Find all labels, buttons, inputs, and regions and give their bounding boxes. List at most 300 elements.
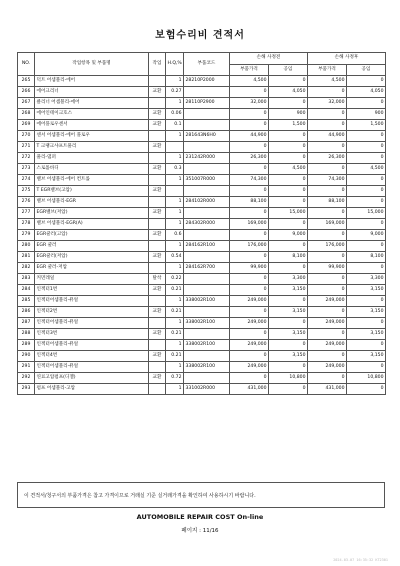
cell-item-name: 인젝터어셈블리-퓨얼 — [35, 296, 149, 307]
cell-hq: 1 — [166, 384, 184, 395]
table-row — [18, 373, 386, 384]
cell-no: 265 — [18, 76, 35, 87]
cell-no: 274 — [18, 175, 35, 186]
cell-work: 교환 — [149, 252, 166, 263]
cell-after-part-price: 74,300 — [308, 175, 347, 186]
header-work: 작업 — [149, 53, 166, 76]
cell-work: 교환 — [149, 164, 166, 175]
cell-no: 285 — [18, 296, 35, 307]
footer-title: AUTOMOBILE REPAIR COST On-line — [136, 513, 264, 521]
cell-part-code — [184, 351, 230, 362]
cell-work: 교환 — [149, 230, 166, 241]
table-row — [18, 142, 386, 153]
cell-before-part-price: 169,000 — [230, 219, 269, 230]
cell-after-part-price: 0 — [308, 142, 347, 153]
cell-after-part-price: 26,300 — [308, 153, 347, 164]
cell-hq: 0.06 — [166, 109, 184, 120]
header-code: 부품코드 — [184, 53, 230, 76]
cell-hq: 1 — [166, 219, 184, 230]
cell-before-part-price: 249,000 — [230, 296, 269, 307]
cell-no: 273 — [18, 164, 35, 175]
cell-item-name: 풀리-댐퍼 — [35, 153, 149, 164]
cell-item-name: 밸브 어셈블리-EGR — [35, 197, 149, 208]
cell-item-name: 밸브 어셈블리-에어 컨트롤 — [35, 175, 149, 186]
cell-after-part-price: 0 — [308, 109, 347, 120]
cell-no: 270 — [18, 131, 35, 142]
cell-after-part-price: 0 — [308, 274, 347, 285]
cell-no: 281 — [18, 252, 35, 263]
table-row — [18, 76, 386, 87]
cell-after-part-price: 249,000 — [308, 362, 347, 373]
cell-part-code — [184, 285, 230, 296]
cell-before-labor: 0 — [269, 340, 308, 351]
cell-before-part-price: 0 — [230, 109, 269, 120]
cell-work — [149, 131, 166, 142]
cell-after-part-price: 32,000 — [308, 98, 347, 109]
print-stamp: 2024-03-07 16:35:32 KT2301 — [333, 558, 388, 562]
cell-after-part-price: 0 — [308, 164, 347, 175]
cell-before-labor: 0 — [269, 142, 308, 153]
cell-hq: 0.54 — [166, 252, 184, 263]
cell-no: 282 — [18, 263, 35, 274]
cell-before-part-price: 0 — [230, 351, 269, 362]
cell-no: 283 — [18, 274, 35, 285]
table-row — [18, 208, 386, 219]
cell-hq: 1 — [166, 318, 184, 329]
cell-after-labor: 0 — [347, 340, 386, 351]
cell-hq: 1 — [166, 241, 184, 252]
table-row — [18, 120, 386, 131]
table-row — [18, 340, 386, 351]
cell-after-part-price: 0 — [308, 373, 347, 384]
cell-before-part-price: 74,300 — [230, 175, 269, 186]
cell-hq: 0.21 — [166, 329, 184, 340]
cell-item-name: 밸브 어셈블리-EGR(A) — [35, 219, 149, 230]
cell-part-code: 284162R700 — [184, 263, 230, 274]
cell-work — [149, 76, 166, 87]
cell-hq: 0.3 — [166, 164, 184, 175]
table-row — [18, 109, 386, 120]
cell-after-labor: 0 — [347, 142, 386, 153]
cell-work: 교환 — [149, 87, 166, 98]
cell-work: 교환 — [149, 351, 166, 362]
cell-before-part-price: 249,000 — [230, 340, 269, 351]
cell-after-labor: 0 — [347, 197, 386, 208]
estimate-rows — [18, 76, 386, 395]
cell-after-part-price: 431,000 — [308, 384, 347, 395]
cell-before-labor: 0 — [269, 362, 308, 373]
cell-before-labor: 0 — [269, 186, 308, 197]
cell-before-part-price: 0 — [230, 252, 269, 263]
cell-before-labor: 3,150 — [269, 351, 308, 362]
cell-work: 교환 — [149, 373, 166, 384]
cell-before-part-price: 44,900 — [230, 131, 269, 142]
cell-no: 277 — [18, 208, 35, 219]
cell-before-labor: 8,100 — [269, 252, 308, 263]
cell-item-name: 인젝터4번 — [35, 351, 149, 362]
cell-work: 교환 — [149, 120, 166, 131]
cell-item-name: EGR쿨러(저압) — [35, 252, 149, 263]
cell-after-labor: 15,000 — [347, 208, 386, 219]
table-row — [18, 384, 386, 395]
cell-part-code — [184, 109, 230, 120]
cell-hq: 1 — [166, 153, 184, 164]
cell-item-name: 에어인테이크호스 — [35, 109, 149, 120]
cell-part-code — [184, 252, 230, 263]
cell-no: 287 — [18, 318, 35, 329]
cell-before-labor: 0 — [269, 219, 308, 230]
cell-after-labor: 0 — [347, 175, 386, 186]
cell-work — [149, 153, 166, 164]
cell-before-labor: 3,150 — [269, 329, 308, 340]
cell-work: 탈착 — [149, 274, 166, 285]
cell-hq — [166, 142, 184, 153]
cell-before-part-price: 26,300 — [230, 153, 269, 164]
cell-after-labor: 10,800 — [347, 373, 386, 384]
cell-work — [149, 98, 166, 109]
cell-no: 269 — [18, 120, 35, 131]
header-after-part-price: 부품가격 — [308, 64, 347, 76]
cell-hq: 1 — [166, 340, 184, 351]
table-row — [18, 186, 386, 197]
cell-before-labor: 0 — [269, 296, 308, 307]
cell-before-labor: 0 — [269, 153, 308, 164]
cell-hq: 1 — [166, 362, 184, 373]
cell-after-labor: 9,000 — [347, 230, 386, 241]
cell-before-part-price: 88,100 — [230, 197, 269, 208]
cell-after-labor: 4,050 — [347, 87, 386, 98]
cell-item-name: 인젝터어셈블리-퓨얼 — [35, 362, 149, 373]
cell-part-code — [184, 142, 230, 153]
cell-hq: 0.6 — [166, 230, 184, 241]
cell-work: 교환 — [149, 186, 166, 197]
cell-work: 교환 — [149, 109, 166, 120]
header-before: 손해 사정전 — [230, 53, 308, 65]
cell-work — [149, 340, 166, 351]
cell-part-code: 331002R000 — [184, 384, 230, 395]
cell-part-code — [184, 274, 230, 285]
cell-work — [149, 384, 166, 395]
cell-before-labor: 15,000 — [269, 208, 308, 219]
cell-no: 289 — [18, 340, 35, 351]
cell-item-name: EGR 쿨러 — [35, 241, 149, 252]
cell-hq: 1 — [166, 263, 184, 274]
cell-before-labor: 0 — [269, 241, 308, 252]
table-row — [18, 351, 386, 362]
cell-part-code — [184, 186, 230, 197]
cell-before-part-price: 249,000 — [230, 362, 269, 373]
cell-after-part-price: 0 — [308, 120, 347, 131]
cell-work — [149, 296, 166, 307]
table-row — [18, 175, 386, 186]
cell-no: 288 — [18, 329, 35, 340]
cell-before-labor: 900 — [269, 109, 308, 120]
cell-after-part-price: 0 — [308, 307, 347, 318]
cell-part-code — [184, 373, 230, 384]
header-hq: H.Q,% — [166, 53, 184, 76]
cell-after-labor: 3,300 — [347, 274, 386, 285]
table-row — [18, 241, 386, 252]
cell-item-name: 인젝터어셈블리-퓨얼 — [35, 340, 149, 351]
cell-item-name: 에어플로우센서 — [35, 120, 149, 131]
cell-before-part-price: 0 — [230, 208, 269, 219]
cell-after-part-price: 0 — [308, 186, 347, 197]
cell-after-part-price: 88,100 — [308, 197, 347, 208]
cell-after-labor: 0 — [347, 98, 386, 109]
cell-after-labor: 3,150 — [347, 329, 386, 340]
cell-after-labor: 0 — [347, 219, 386, 230]
cell-work: 교환 — [149, 285, 166, 296]
cell-item-name: 클리너 어셈블리-에어 — [35, 98, 149, 109]
cell-after-labor: 0 — [347, 241, 386, 252]
table-row — [18, 285, 386, 296]
cell-after-labor: 1,500 — [347, 120, 386, 131]
cell-after-labor: 0 — [347, 131, 386, 142]
table-row — [18, 98, 386, 109]
cell-item-name: 인젝터2번 — [35, 307, 149, 318]
cell-part-code — [184, 329, 230, 340]
cell-item-name: 센서 어셈블리-에어 플로우 — [35, 131, 149, 142]
cell-after-part-price: 0 — [308, 87, 347, 98]
page-number: 페이지 : 11/16 — [181, 528, 219, 534]
cell-part-code: 338002R100 — [184, 340, 230, 351]
cell-hq: 1 — [166, 208, 184, 219]
cell-after-labor: 4,500 — [347, 164, 386, 175]
cell-before-labor: 3,150 — [269, 285, 308, 296]
cell-part-code — [184, 120, 230, 131]
cell-after-part-price: 0 — [308, 208, 347, 219]
cell-before-part-price: 0 — [230, 373, 269, 384]
cell-part-code — [184, 307, 230, 318]
header-before-labor: 공임 — [269, 64, 308, 76]
cell-before-labor: 0 — [269, 263, 308, 274]
cell-before-part-price: 431,000 — [230, 384, 269, 395]
cell-no: 275 — [18, 186, 35, 197]
cell-before-labor: 0 — [269, 76, 308, 87]
cell-before-part-price: 0 — [230, 285, 269, 296]
cell-part-code: 284302R000 — [184, 219, 230, 230]
cell-item-name: EGR쿨러(고압) — [35, 230, 149, 241]
cell-before-labor: 4,050 — [269, 87, 308, 98]
cell-after-labor: 3,150 — [347, 307, 386, 318]
cell-before-labor: 4,500 — [269, 164, 308, 175]
cell-no: 292 — [18, 373, 35, 384]
cell-before-part-price: 249,000 — [230, 318, 269, 329]
table-row — [18, 153, 386, 164]
cell-hq: 1 — [166, 131, 184, 142]
table-row — [18, 263, 386, 274]
table-row — [18, 164, 386, 175]
cell-work — [149, 219, 166, 230]
table-row — [18, 219, 386, 230]
cell-after-part-price: 249,000 — [308, 318, 347, 329]
cell-item-name: 인젝터1번 — [35, 285, 149, 296]
cell-part-code: 231242R000 — [184, 153, 230, 164]
cell-work: 교환 — [149, 329, 166, 340]
cell-item-name: EGR 쿨러-저압 — [35, 263, 149, 274]
cell-after-labor: 3,150 — [347, 285, 386, 296]
cell-after-part-price: 176,000 — [308, 241, 347, 252]
cell-no: 276 — [18, 197, 35, 208]
cell-part-code — [184, 164, 230, 175]
cell-item-name: 연료고압펌프(디젤) — [35, 373, 149, 384]
cell-part-code — [184, 87, 230, 98]
table-row — [18, 252, 386, 263]
cell-item-name: EGR밸브(저압) — [35, 208, 149, 219]
cell-no: 267 — [18, 98, 35, 109]
estimate-table — [17, 52, 386, 395]
cell-part-code: 281643N6H0 — [184, 131, 230, 142]
cell-work: 교환 — [149, 208, 166, 219]
cell-before-labor: 0 — [269, 175, 308, 186]
cell-item-name: 인젝터3번 — [35, 329, 149, 340]
cell-before-part-price: 99,900 — [230, 263, 269, 274]
cell-work — [149, 318, 166, 329]
cell-item-name: T EGR밸브(고압) — [35, 186, 149, 197]
cell-hq: 0.1 — [166, 120, 184, 131]
cell-no: 291 — [18, 362, 35, 373]
table-row — [18, 87, 386, 98]
cell-no: 268 — [18, 109, 35, 120]
cell-item-name: T 크랭크샤프트풀리 — [35, 142, 149, 153]
cell-hq: 0.21 — [166, 285, 184, 296]
cell-before-part-price: 0 — [230, 142, 269, 153]
cell-after-part-price: 0 — [308, 351, 347, 362]
cell-no: 271 — [18, 142, 35, 153]
table-row — [18, 318, 386, 329]
cell-item-name: 펌프 어셈블리-고압 — [35, 384, 149, 395]
cell-before-part-price: 0 — [230, 307, 269, 318]
cell-hq — [166, 186, 184, 197]
cell-hq: 1 — [166, 197, 184, 208]
cell-after-labor: 8,100 — [347, 252, 386, 263]
cell-after-labor: 0 — [347, 153, 386, 164]
cell-before-part-price: 0 — [230, 274, 269, 285]
cell-before-labor: 0 — [269, 98, 308, 109]
cell-no: 272 — [18, 153, 35, 164]
cell-no: 286 — [18, 307, 35, 318]
cell-work — [149, 197, 166, 208]
cell-before-labor: 1,500 — [269, 120, 308, 131]
cell-item-name: 인젝터어셈블리-퓨얼 — [35, 318, 149, 329]
cell-part-code: 28110P2900 — [184, 98, 230, 109]
cell-no: 290 — [18, 351, 35, 362]
cell-part-code: 284162R100 — [184, 241, 230, 252]
cell-after-part-price: 0 — [308, 230, 347, 241]
cell-after-labor: 0 — [347, 296, 386, 307]
cell-before-labor: 10,800 — [269, 373, 308, 384]
cell-after-part-price: 99,900 — [308, 263, 347, 274]
cell-hq: 0.22 — [166, 274, 184, 285]
cell-item-name: 커먼레일 — [35, 274, 149, 285]
cell-no: 279 — [18, 230, 35, 241]
cell-before-part-price: 0 — [230, 329, 269, 340]
cell-before-labor: 0 — [269, 384, 308, 395]
header-before-part-price: 부품가격 — [230, 64, 269, 76]
header-after: 손해 사정후 — [308, 53, 386, 65]
cell-hq: 1 — [166, 76, 184, 87]
cell-before-part-price: 0 — [230, 186, 269, 197]
cell-after-labor: 900 — [347, 109, 386, 120]
cell-before-part-price: 0 — [230, 120, 269, 131]
cell-part-code — [184, 230, 230, 241]
cell-work: 교환 — [149, 307, 166, 318]
cell-item-name: 에어크리너 — [35, 87, 149, 98]
table-row — [18, 230, 386, 241]
cell-after-part-price: 4,500 — [308, 76, 347, 87]
table-row — [18, 329, 386, 340]
cell-before-part-price: 0 — [230, 230, 269, 241]
cell-hq: 1 — [166, 175, 184, 186]
cell-no: 278 — [18, 219, 35, 230]
cell-hq: 0.27 — [166, 87, 184, 98]
cell-after-part-price: 169,000 — [308, 219, 347, 230]
cell-hq: 0.72 — [166, 373, 184, 384]
header-item: 작업항목 및 부품명 — [35, 53, 149, 76]
cell-no: 280 — [18, 241, 35, 252]
table-row — [18, 362, 386, 373]
cell-work — [149, 175, 166, 186]
table-row — [18, 274, 386, 285]
cell-part-code: 338002R100 — [184, 318, 230, 329]
page-title: 보험수리비 견적서 — [155, 30, 245, 41]
cell-before-labor: 3,150 — [269, 307, 308, 318]
cell-before-labor: 3,300 — [269, 274, 308, 285]
cell-item-name: 덕트 어셈블리-에어 — [35, 76, 149, 87]
cell-after-part-price: 0 — [308, 252, 347, 263]
cell-item-name: 스로틀바디 — [35, 164, 149, 175]
cell-after-part-price: 0 — [308, 329, 347, 340]
cell-before-labor: 0 — [269, 131, 308, 142]
cell-before-labor: 0 — [269, 318, 308, 329]
cell-before-part-price: 4,500 — [230, 76, 269, 87]
cell-before-part-price: 0 — [230, 164, 269, 175]
cell-after-labor: 0 — [347, 384, 386, 395]
cell-after-part-price: 44,900 — [308, 131, 347, 142]
cell-after-part-price: 249,000 — [308, 340, 347, 351]
table-row — [18, 131, 386, 142]
cell-work: 교환 — [149, 142, 166, 153]
cell-after-labor: 3,150 — [347, 351, 386, 362]
cell-before-part-price: 176,000 — [230, 241, 269, 252]
cell-hq: 0.21 — [166, 351, 184, 362]
cell-no: 284 — [18, 285, 35, 296]
cell-part-code: 28210P2000 — [184, 76, 230, 87]
cell-hq: 1 — [166, 296, 184, 307]
cell-after-labor: 0 — [347, 263, 386, 274]
cell-no: 293 — [18, 384, 35, 395]
table-row — [18, 307, 386, 318]
cell-work — [149, 263, 166, 274]
cell-no: 266 — [18, 87, 35, 98]
table-row — [18, 197, 386, 208]
cell-after-labor: 0 — [347, 76, 386, 87]
header-no: NO. — [18, 53, 35, 76]
cell-part-code: 338002R100 — [184, 296, 230, 307]
cell-after-labor: 0 — [347, 186, 386, 197]
header-after-labor: 공임 — [347, 64, 386, 76]
cell-before-part-price: 0 — [230, 87, 269, 98]
cell-part-code — [184, 208, 230, 219]
cell-hq: 1 — [166, 98, 184, 109]
cell-after-part-price: 249,000 — [308, 296, 347, 307]
cell-before-part-price: 32,000 — [230, 98, 269, 109]
cell-after-labor: 0 — [347, 362, 386, 373]
cell-before-labor: 9,000 — [269, 230, 308, 241]
cell-work — [149, 241, 166, 252]
cell-part-code: 338002R100 — [184, 362, 230, 373]
price-notice: 이 견적서/청구서의 부품가격은 참고 가격이므로 거래실 기준 실거래가격을 확인하여 사용하시기 바랍니다. — [17, 482, 385, 508]
